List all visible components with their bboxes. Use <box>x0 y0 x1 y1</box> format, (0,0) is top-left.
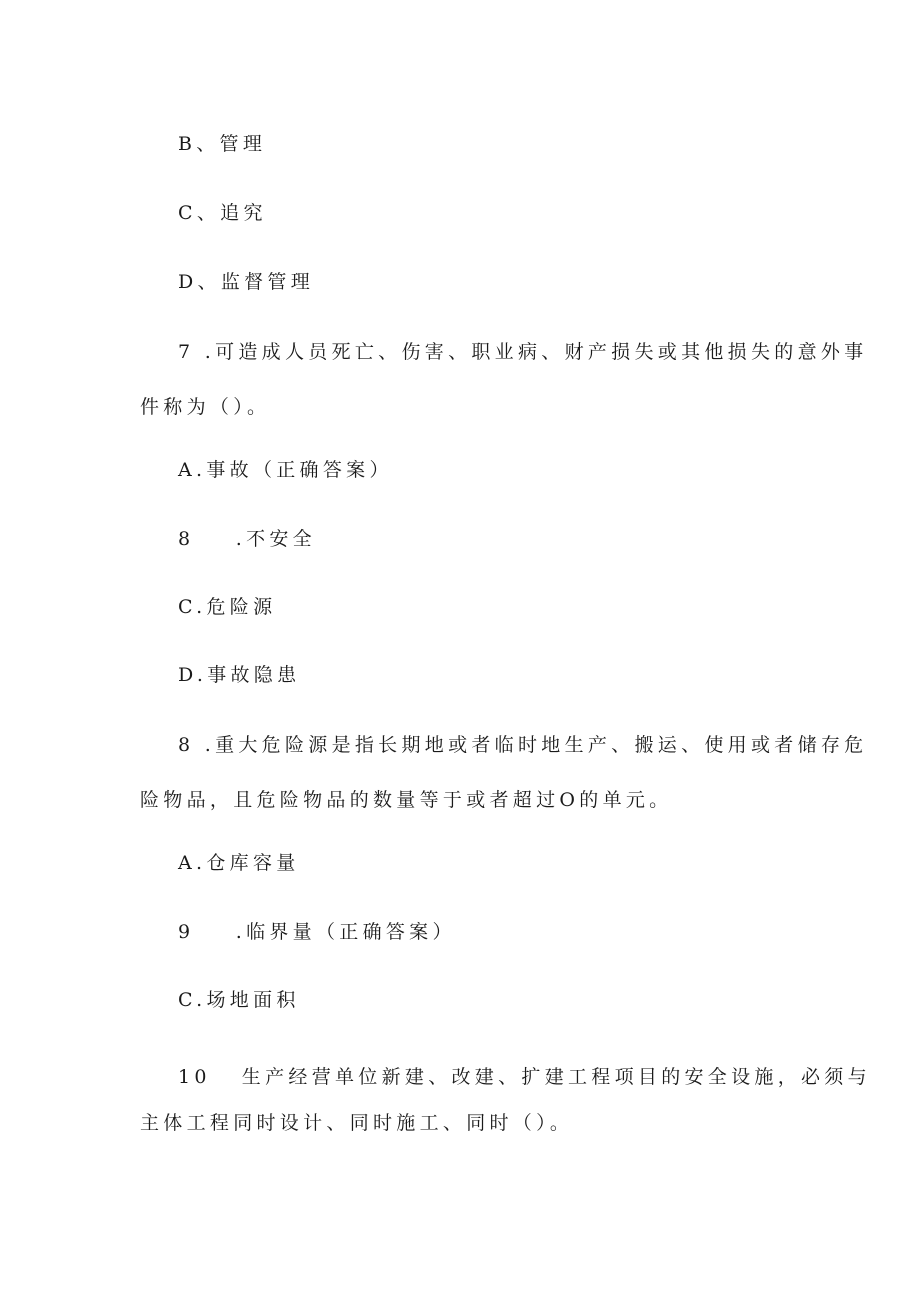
option-d: D、监督管理 <box>178 271 315 293</box>
question-7-text: 7 .可造成人员死亡、伤害、职业病、财产损失或其他损失的意外事 <box>178 341 868 363</box>
option-a: A.事故（正确答案） <box>178 459 393 481</box>
question-8-text: 8 .重大危险源是指长期地或者临时地生产、搬运、使用或者储存危 <box>178 734 868 756</box>
option-c: C、追究 <box>178 202 267 224</box>
question-10-text-cont: 主体工程同时设计、同时施工、同时（）。 <box>140 1112 574 1134</box>
option-b: 8 .不安全 <box>178 528 316 550</box>
option-c: C.危险源 <box>178 596 277 618</box>
option-a: A.仓库容量 <box>178 852 300 874</box>
option-d: D.事故隐患 <box>178 664 301 686</box>
option-b: 9 .临界量（正确答案） <box>178 921 456 943</box>
option-b: B、管理 <box>178 133 267 155</box>
question-10-text: 10 生产经营单位新建、改建、扩建工程项目的安全设施，必须与 <box>178 1066 871 1088</box>
question-8-text-cont: 险物品，且危险物品的数量等于或者超过O的单元。 <box>140 789 673 811</box>
option-c: C.场地面积 <box>178 989 300 1011</box>
question-7-text-cont: 件称为（）。 <box>140 396 271 418</box>
